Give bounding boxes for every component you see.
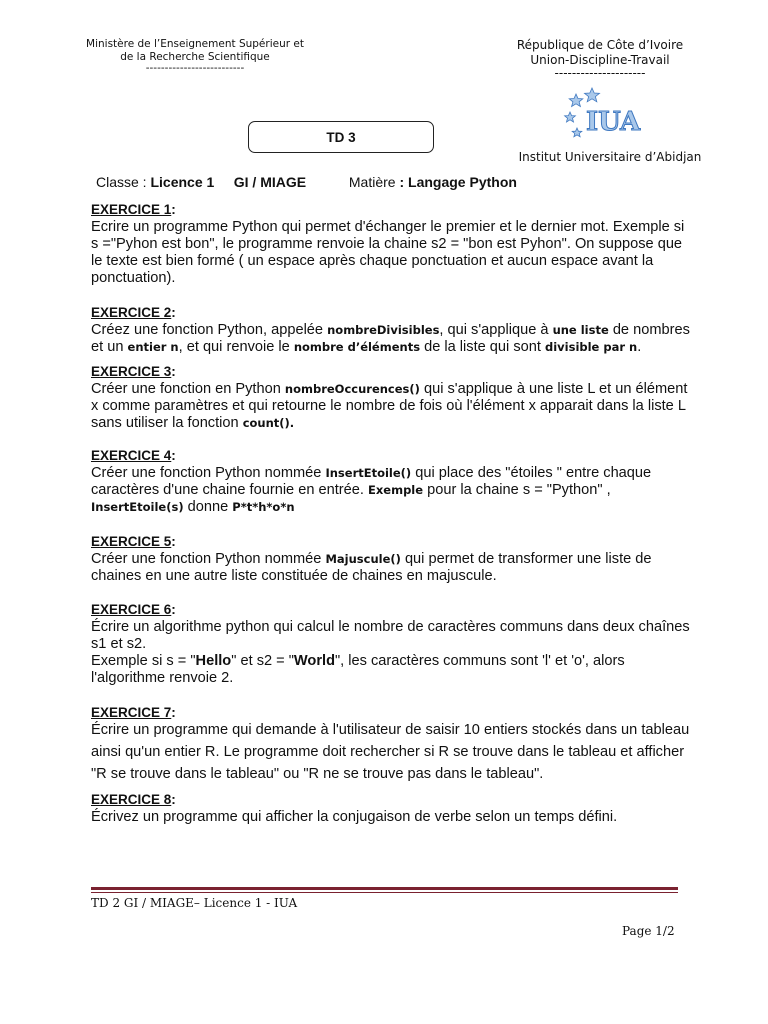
exercise-text: de nombres et un bbox=[91, 322, 690, 355]
exercise-text: ", les caractères communs sont 'l' et 'o', alors l'algorithme renvoie 2. bbox=[91, 653, 625, 686]
exercise-text: Écrire un algorithme python qui calcul le nombre de caractères communs dans deux chaînes s1 et s2. bbox=[91, 619, 690, 652]
republic-line-2: Union-Discipline-Travail bbox=[530, 53, 670, 67]
exercise-title: EXERCICE 5 bbox=[91, 534, 172, 549]
document-title: TD 3 bbox=[248, 121, 434, 153]
exercise-title: EXERCICE 3 bbox=[91, 364, 172, 379]
code-term: P*t*h*o*n bbox=[232, 500, 295, 514]
institute-name: Institut Universitaire d’Abidjan bbox=[518, 150, 702, 164]
code-term: entier n bbox=[127, 340, 179, 354]
matiere-label: Matière bbox=[348, 174, 400, 190]
code-term: nombreDivisibles bbox=[327, 323, 440, 337]
exercise-text: qui place des "étoiles " entre chaque caractères d'une chaine fournie en entrée. bbox=[91, 465, 652, 498]
class-line bbox=[96, 174, 517, 190]
filiere: GI / MIAGE bbox=[233, 174, 307, 190]
exercise-text: Écrivez un programme qui afficher la conjugaison de verbe selon un temps défini. bbox=[91, 809, 618, 825]
exercise-text: Créer une fonction en Python bbox=[91, 381, 285, 397]
code-term: Majuscule() bbox=[325, 552, 401, 566]
footer-separator bbox=[91, 887, 678, 890]
classe-label: Classe : bbox=[96, 174, 151, 190]
classe-value: Licence 1 bbox=[150, 174, 215, 190]
exercise-list bbox=[91, 201, 691, 826]
exercise-text: donne bbox=[183, 499, 233, 515]
exercise-3: EXERCICE 3: Créer une fonction en Python nombreOccurences() qui s'applique à une liste L et un élément x comme paramètres et qui retourne le nombre de fois où l'élément x apparait dans la liste L sans utiliser la fonction count(). bbox=[91, 364, 688, 431]
bold-word: Hello bbox=[195, 653, 232, 669]
exercise-title: EXERCICE 7 bbox=[91, 705, 172, 720]
stars-icon bbox=[562, 86, 642, 146]
exercise-title: EXERCICE 1 bbox=[91, 202, 172, 217]
exercise-8: EXERCICE 8: Écrivez un programme qui afficher la conjugaison de verbe selon un temps défini. bbox=[91, 792, 618, 825]
code-term: InsertEtoile() bbox=[325, 466, 412, 480]
exercise-text: Ecrire un programme Python qui permet d'échanger le premier et le dernier mot. Exemple si s ="Pyhon est bon", le programme renvoie la chaine s2 = "bon est Pyhon". On suppose que le texte est bien formé ( un espace après chaque ponctuation et aucun espace avant la ponctuation). bbox=[91, 219, 685, 286]
republic-dashes: --------------------- bbox=[554, 66, 646, 80]
exercise-5: EXERCICE 5: Créer une fonction Python nommée Majuscule() qui permet de transformer une liste de chaines en une autre liste constituée de chaines en majuscule. bbox=[91, 534, 652, 584]
exercise-4: EXERCICE 4: Créer une fonction Python nommée InsertEtoile() qui place des "étoiles " entre chaque caractères d'une chaine fournie en entrée. Exemple pour la chaine s = "Python" , InsertEtoile(s) donne P*t*h*o*n bbox=[91, 448, 652, 515]
exercise-text: qui permet de transformer une liste de chaines en une autre liste constituée de chaines en majuscule. bbox=[91, 551, 652, 584]
exercise-text: pour la chaine s = "Python" , bbox=[423, 482, 611, 498]
logo-text: IUA bbox=[586, 107, 641, 137]
exercise-text: Créer une fonction Python nommée bbox=[91, 465, 326, 481]
exercise-text: " et s2 = " bbox=[231, 653, 294, 669]
code-term: divisible par n bbox=[544, 340, 638, 354]
matiere-value: : Langage Python bbox=[399, 174, 517, 190]
ministry-line-2: de la Recherche Scientifique bbox=[120, 51, 270, 63]
exercise-text: Créez une fonction Python, appelée bbox=[91, 322, 328, 338]
exercise-1: EXERCICE 1: Ecrire un programme Python qui permet d'échanger le premier et le dernier mot. Exemple si s ="Pyhon est bon", le programme renvoie la chaine s2 = "bon est Pyhon". On suppose que le texte est bien formé ( un espace après chaque ponctuation et aucun espace avant la ponctuation). bbox=[91, 202, 685, 286]
ministry-dashes: -------------------------- bbox=[145, 62, 245, 74]
exercise-title: EXERCICE 2 bbox=[91, 305, 172, 320]
code-term: nombre d’éléments bbox=[293, 340, 421, 354]
exercise-2: EXERCICE 2: Créez une fonction Python, appelée nombreDivisibles, qui s'applique à une liste de nombres et un entier n, et qui renvoie le nombre d’éléments de la liste qui sont divisible par n. bbox=[91, 305, 690, 355]
page-number: Page 1/2 bbox=[622, 924, 675, 938]
ministry-line-1: Ministère de l’Enseignement Supérieur et bbox=[86, 38, 304, 50]
code-term: une liste bbox=[552, 323, 609, 337]
code-term: Exemple bbox=[368, 483, 424, 497]
footer-text: TD 2 GI / MIAGE– Licence 1 - IUA bbox=[91, 896, 298, 910]
exercise-6: EXERCICE 6: Écrire un algorithme python qui calcul le nombre de caractères communs dans deux chaînes s1 et s2. Exemple si s = "Hello" et s2 = "World", les caractères communs sont 'l' et 'o', alors l'algorithme renvoie 2. bbox=[91, 602, 690, 686]
exercise-text: , qui s'applique à bbox=[439, 322, 553, 338]
exercise-text: de la liste qui sont bbox=[420, 339, 545, 355]
exercise-title: EXERCICE 6 bbox=[91, 602, 172, 617]
exercise-title: EXERCICE 8 bbox=[91, 792, 172, 807]
code-term: InsertEtoile(s) bbox=[91, 500, 184, 514]
exercise-text: Écrire un programme qui demande à l'utilisateur de saisir 10 entiers stockés dans un tableau ainsi qu'un entier R. Le programme doit rechercher si R se trouve dans le tableau et afficher "R se trouve dans le tableau" ou "R ne se trouve pas dans le tableau". bbox=[91, 722, 690, 782]
exercise-title: EXERCICE 4 bbox=[91, 448, 172, 463]
code-term: count(). bbox=[242, 416, 295, 430]
exercise-text: qui s'applique à une liste L et un élément x comme paramètres et qui retourne le nombre de fois où l'élément x apparait dans la liste L sans utiliser la fonction bbox=[91, 381, 688, 431]
iua-logo bbox=[562, 86, 642, 146]
exercise-text: Exemple si s = " bbox=[91, 653, 196, 669]
republic-header bbox=[490, 38, 710, 79]
exercise-7: EXERCICE 7: Écrire un programme qui demande à l'utilisateur de saisir 10 entiers stockés dans un tableau ainsi qu'un entier R. Le programme doit rechercher si R se trouve dans le tableau et afficher "R se trouve dans le tableau" ou "R ne se trouve pas dans le tableau". bbox=[91, 704, 691, 785]
bold-word: World bbox=[293, 653, 335, 669]
exercise-text: Créer une fonction Python nommée bbox=[91, 551, 326, 567]
exercise-text: . bbox=[637, 339, 642, 355]
code-term: nombreOccurences() bbox=[284, 382, 420, 396]
republic-line-1: République de Côte d’Ivoire bbox=[516, 38, 684, 52]
ministry-header bbox=[70, 38, 320, 73]
exercise-text: , et qui renvoie le bbox=[178, 339, 294, 355]
footer-separator-thin bbox=[91, 892, 678, 893]
